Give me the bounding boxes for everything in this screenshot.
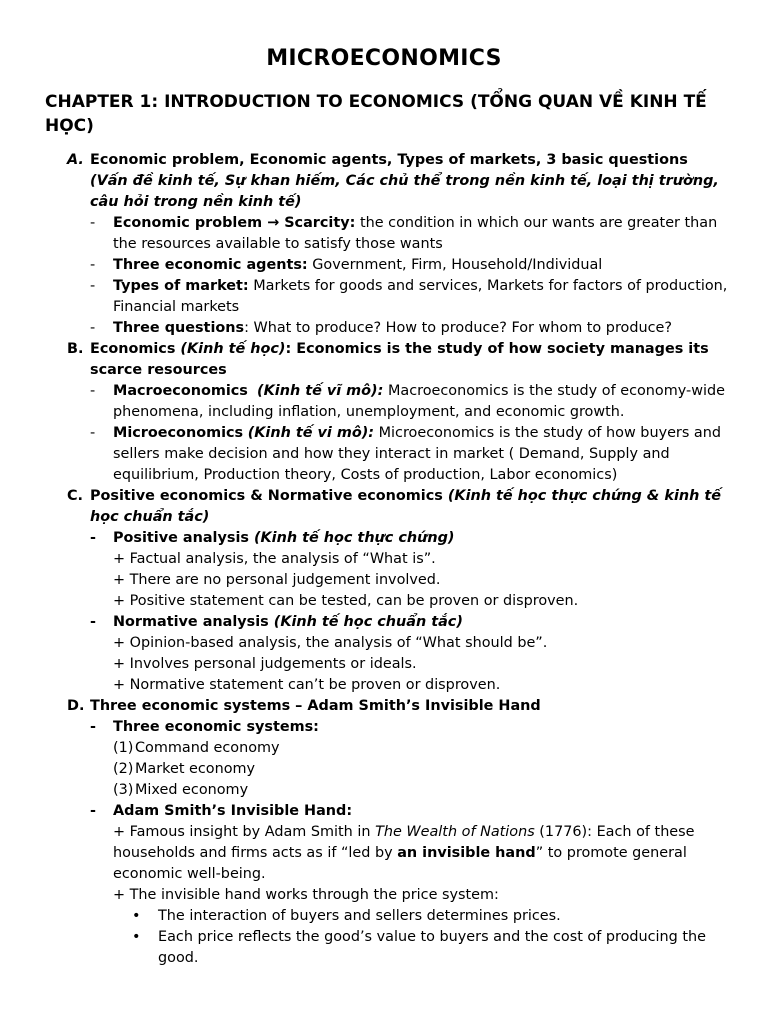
item-label: Macroeconomics xyxy=(113,383,248,399)
item-number: (1) xyxy=(113,740,134,756)
bullet-icon: • xyxy=(132,929,141,945)
item-label: Positive analysis xyxy=(113,530,254,546)
item-number: (2) xyxy=(113,761,134,777)
item-label: Microeconomics xyxy=(113,425,244,441)
item-label-italic: (Kinh tế học thực chứng) xyxy=(253,530,455,546)
item-text: Macroeconomics is the study of economy-wide phenomena, including inflation, unemployment, and economic growth. xyxy=(113,383,725,420)
sub-line: + Opinion-based analysis, the analysis of “What should be”. xyxy=(113,635,548,651)
list-item: - Three economic systems: xyxy=(90,719,319,735)
bullet-item xyxy=(0,927,768,969)
emphasis: an invisible hand xyxy=(397,845,536,861)
list-item: - Types of market: Markets for goods and services, Markets for factors of production, Financial markets xyxy=(90,278,728,315)
item-label: Types of market: xyxy=(113,278,249,294)
section-title-italic: (Kinh tế học thực chứng & kinh tế học chuẩn tắc) xyxy=(90,488,722,525)
item-text: Markets for goods and services, Markets for factors of production, Financial markets xyxy=(113,278,728,315)
bullet-text: The interaction of buyers and sellers determines prices. xyxy=(158,908,561,924)
item-text: : What to produce? How to produce? For whom to produce? xyxy=(244,320,673,336)
item-label: Three economic agents: xyxy=(113,257,308,273)
item-text: Command economy xyxy=(135,740,280,756)
item-text: Market economy xyxy=(135,761,256,777)
list-item: - Macroeconomics (Kinh tế vĩ mô): Macroeconomics is the study of economy-wide phenomena, including inflation, unemployment, and economic growth. xyxy=(90,383,725,420)
section-title: Economic problem, Economic agents, Types of markets, 3 basic questions xyxy=(90,152,688,168)
text-run: + Famous insight by Adam Smith in xyxy=(113,824,376,840)
list-item: - Normative analysis (Kinh tế học chuẩn tắc) xyxy=(90,614,463,630)
section-c-heading xyxy=(0,486,768,528)
sub-line: + Normative statement can’t be proven or disproven. xyxy=(113,677,501,693)
list-item: - Economic problem → Scarcity: the condition in which our wants are greater than the resources available to satisfy those wants xyxy=(90,215,718,252)
sub-line: + Factual analysis, the analysis of “What is”. xyxy=(113,551,436,567)
numbered-item xyxy=(0,759,768,780)
section-title: Three economic systems – Adam Smith’s Invisible Hand xyxy=(90,698,541,714)
section-title: Economics xyxy=(90,341,181,357)
section-title-italic: (Kinh tế học) xyxy=(180,341,286,357)
sub-line: + There are no personal judgement involved. xyxy=(113,572,441,588)
page-title: MICROECONOMICS xyxy=(266,46,502,71)
list-item: - Microeconomics (Kinh tế vi mô): Microeconomics is the study of how buyers and sellers make decision and how they interact in market ( Demand, Supply and equilibrium, Production theory, Costs of production, Labor economics) xyxy=(90,425,721,483)
chapter-heading: CHAPTER 1: INTRODUCTION TO ECONOMICS (TỔNG QUAN VỀ KINH TẾ HỌC) xyxy=(45,92,707,136)
section-marker: D. xyxy=(67,698,85,714)
item-text: the condition in which our wants are greater than the resources available to satisfy those wants xyxy=(113,215,718,252)
item-text: Government, Firm, Household/Individual xyxy=(307,257,603,273)
paragraph xyxy=(0,822,768,885)
section-title: Positive economics & Normative economics xyxy=(90,488,448,504)
item-label-italic: (Kinh tế vĩ mô): xyxy=(257,383,384,399)
section-title-rest: : Economics is the study of how society manages its scarce resources xyxy=(90,341,709,378)
item-number: (3) xyxy=(113,782,134,798)
sub-line: + Involves personal judgements or ideals. xyxy=(113,656,417,672)
section-marker: B. xyxy=(67,341,84,357)
numbered-item xyxy=(0,780,768,801)
item-label: Three questions xyxy=(113,320,245,336)
section-marker: C. xyxy=(67,488,84,504)
book-title: The Wealth of Nations xyxy=(375,824,535,840)
item-text: Mixed economy xyxy=(135,782,249,798)
section-subtitle: (Vấn đề kinh tế, Sự khan hiếm, Các chủ thể trong nền kinh tế, loại thị trường, câu hỏi trong nền kinh tế) xyxy=(90,173,719,210)
text-run: (1776): Each of these households and firms acts as if “led by xyxy=(113,824,695,861)
item-text: Microeconomics is the study of how buyers and sellers make decision and how they interact in market ( Demand, Supply and equilibrium, Production theory, Costs of production, Labor economics) xyxy=(113,425,721,483)
document-body xyxy=(0,150,768,969)
item-label-italic: (Kinh tế vi mô): xyxy=(247,425,375,441)
section-d-heading xyxy=(0,696,768,717)
item-label: Normative analysis xyxy=(113,614,274,630)
list-item: - Three questions: What to produce? How to produce? For whom to produce? xyxy=(90,320,673,336)
section-marker: A. xyxy=(67,152,84,168)
bullet-item xyxy=(0,906,768,927)
item-label: Adam Smith’s Invisible Hand: xyxy=(113,803,353,819)
item-label: Economic problem → Scarcity: xyxy=(113,215,356,231)
list-item: - Positive analysis (Kinh tế học thực chứng) xyxy=(90,530,455,546)
numbered-item xyxy=(0,738,768,759)
sub-line: + Positive statement can be tested, can be proven or disproven. xyxy=(113,593,579,609)
section-a-heading xyxy=(0,150,768,213)
bullet-text: Each price reflects the good’s value to buyers and the cost of producing the good. xyxy=(158,929,707,966)
bullet-icon: • xyxy=(132,908,141,924)
item-label-italic: (Kinh tế học chuẩn tắc) xyxy=(273,614,463,630)
paragraph: + The invisible hand works through the price system: xyxy=(113,887,499,903)
item-label: Three economic systems: xyxy=(113,719,319,735)
section-b-heading xyxy=(0,339,768,381)
list-item: - Three economic agents: Government, Firm, Household/Individual xyxy=(90,257,603,273)
text-run: ” to promote general economic well-being. xyxy=(113,845,687,882)
list-item: - Adam Smith’s Invisible Hand: xyxy=(90,803,353,819)
